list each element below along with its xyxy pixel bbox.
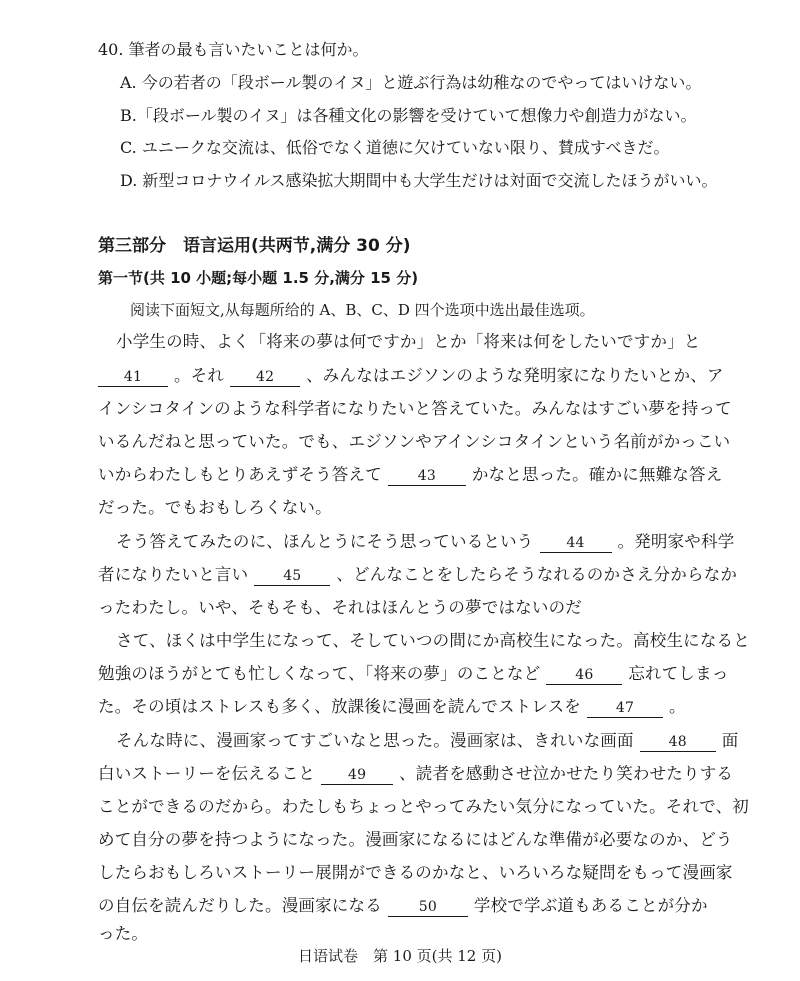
passage-text: 白いストーリーを伝えること	[98, 764, 316, 783]
passage-line-7	[116, 532, 734, 553]
blank-47[interactable]: 47	[587, 699, 663, 718]
passage-line-17: したらおもしろいストーリー展開ができるのかなと、いろいろな疑問をもって漫画家	[98, 863, 733, 882]
passage-line-10: さて、ほくは中学生になって、そしていつの間にか高校生になった。高校生になると	[116, 631, 750, 650]
passage-line-15: ことができるのだから。わたしもちょっとやってみたい気分になっていた。それで、初	[98, 797, 749, 816]
blank-42[interactable]: 42	[230, 368, 300, 387]
blank-50[interactable]: 50	[388, 898, 468, 917]
passage-line-12	[98, 697, 686, 718]
passage-line-13	[116, 731, 738, 752]
passage-text: そう答えてみたのに、ほんとうにそう思っているという	[116, 532, 534, 551]
passage-line-8	[98, 565, 737, 586]
passage-text: 者になりたいと言い	[98, 565, 249, 584]
passage-line-14	[98, 764, 733, 785]
question-40-option-b: B.「段ボール製のイヌ」は各種文化の影響を受けていて想像力や創造力がない。	[120, 106, 697, 125]
blank-41[interactable]: 41	[98, 368, 168, 387]
passage-text: 。発明家や科学	[617, 532, 735, 551]
passage-line-11	[98, 664, 729, 685]
passage-text: いからわたしもとりあえずそう答えて	[98, 465, 382, 484]
passage-line-19: った。	[98, 924, 149, 943]
passage-line-2	[98, 366, 724, 387]
question-40-option-a: A. 今の若者の「段ボール製のイヌ」と遊ぶ行為は幼稚なのでやってはいけない。	[120, 73, 702, 92]
question-40-option-d: D. 新型コロナウイルス感染拡大期間中も大学生だけは対面で交流したほうがいい。	[120, 171, 718, 190]
passage-line-3: インシコタインのような科学者になりたいと答えていた。みんなはすごい夢を持って	[98, 399, 732, 418]
passage-text: 学校で学ぶ道もあることが分か	[473, 896, 708, 915]
section-instruction: 阅读下面短文,从每题所给的 A、B、C、D 四个选项中选出最佳选项。	[130, 301, 595, 319]
passage-text: 。	[668, 697, 686, 716]
passage-line-18	[98, 896, 708, 917]
passage-text: 勉強のほうがとても忙しくなって、「将来の夢」のことなど	[98, 664, 541, 683]
question-40-stem: 40. 筆者の最も言いたいことは何か。	[98, 40, 369, 59]
passage-text: 忘れてしまっ	[628, 664, 729, 683]
section-subtitle: 第一节(共 10 小题;每小题 1.5 分,满分 15 分)	[98, 269, 419, 287]
passage-line-1: 小学生の時、よく「将来の夢は何ですか」とか「将来は何をしたいですか」と	[116, 332, 701, 351]
passage-line-6: だった。でもおもしろくない。	[98, 498, 332, 517]
passage-text: そんな時に、漫画家ってすごいなと思った。漫画家は、きれいな画面	[116, 731, 634, 750]
question-40-option-c: C. ユニークな交流は、低俗でなく道徳に欠けていない限り、賛成すべきだ。	[120, 138, 670, 157]
passage-line-5	[98, 465, 722, 486]
passage-line-4: いるんだねと思っていた。でも、エジソンやアインシコタインという名前がかっこい	[98, 432, 731, 451]
passage-text: かなと思った。確かに無難な答え	[471, 465, 723, 484]
passage-text: 。それ	[174, 366, 225, 385]
passage-text: 、みんなはエジソンのような発明家になりたいとか、ア	[306, 366, 724, 385]
page-footer: 日语试卷 第 10 页(共 12 页)	[298, 947, 502, 965]
passage-text: た。その頃はストレスも多く、放課後に漫画を読んでストレスを	[98, 697, 581, 716]
section-title: 第三部分 语言运用(共两节,满分 30 分)	[98, 236, 411, 256]
passage-text: 、読者を感動させ泣かせたり笑わせたりする	[399, 764, 734, 783]
blank-44[interactable]: 44	[540, 534, 612, 553]
passage-text: 面	[721, 731, 739, 750]
passage-text: の自伝を読んだりした。漫画家になる	[98, 896, 382, 915]
blank-49[interactable]: 49	[321, 766, 393, 785]
blank-46[interactable]: 46	[546, 666, 622, 685]
passage-line-9: ったわたし。いや、そもそも、それはほんとうの夢ではないのだ	[98, 598, 582, 617]
passage-text: 、どんなことをしたらそうなれるのかさえ分からなか	[336, 565, 738, 584]
blank-48[interactable]: 48	[640, 733, 716, 752]
blank-45[interactable]: 45	[254, 567, 330, 586]
passage-line-16: めて自分の夢を持つようになった。漫画家になるにはどんな準備が必要なのか、どう	[98, 830, 733, 849]
blank-43[interactable]: 43	[388, 467, 466, 486]
